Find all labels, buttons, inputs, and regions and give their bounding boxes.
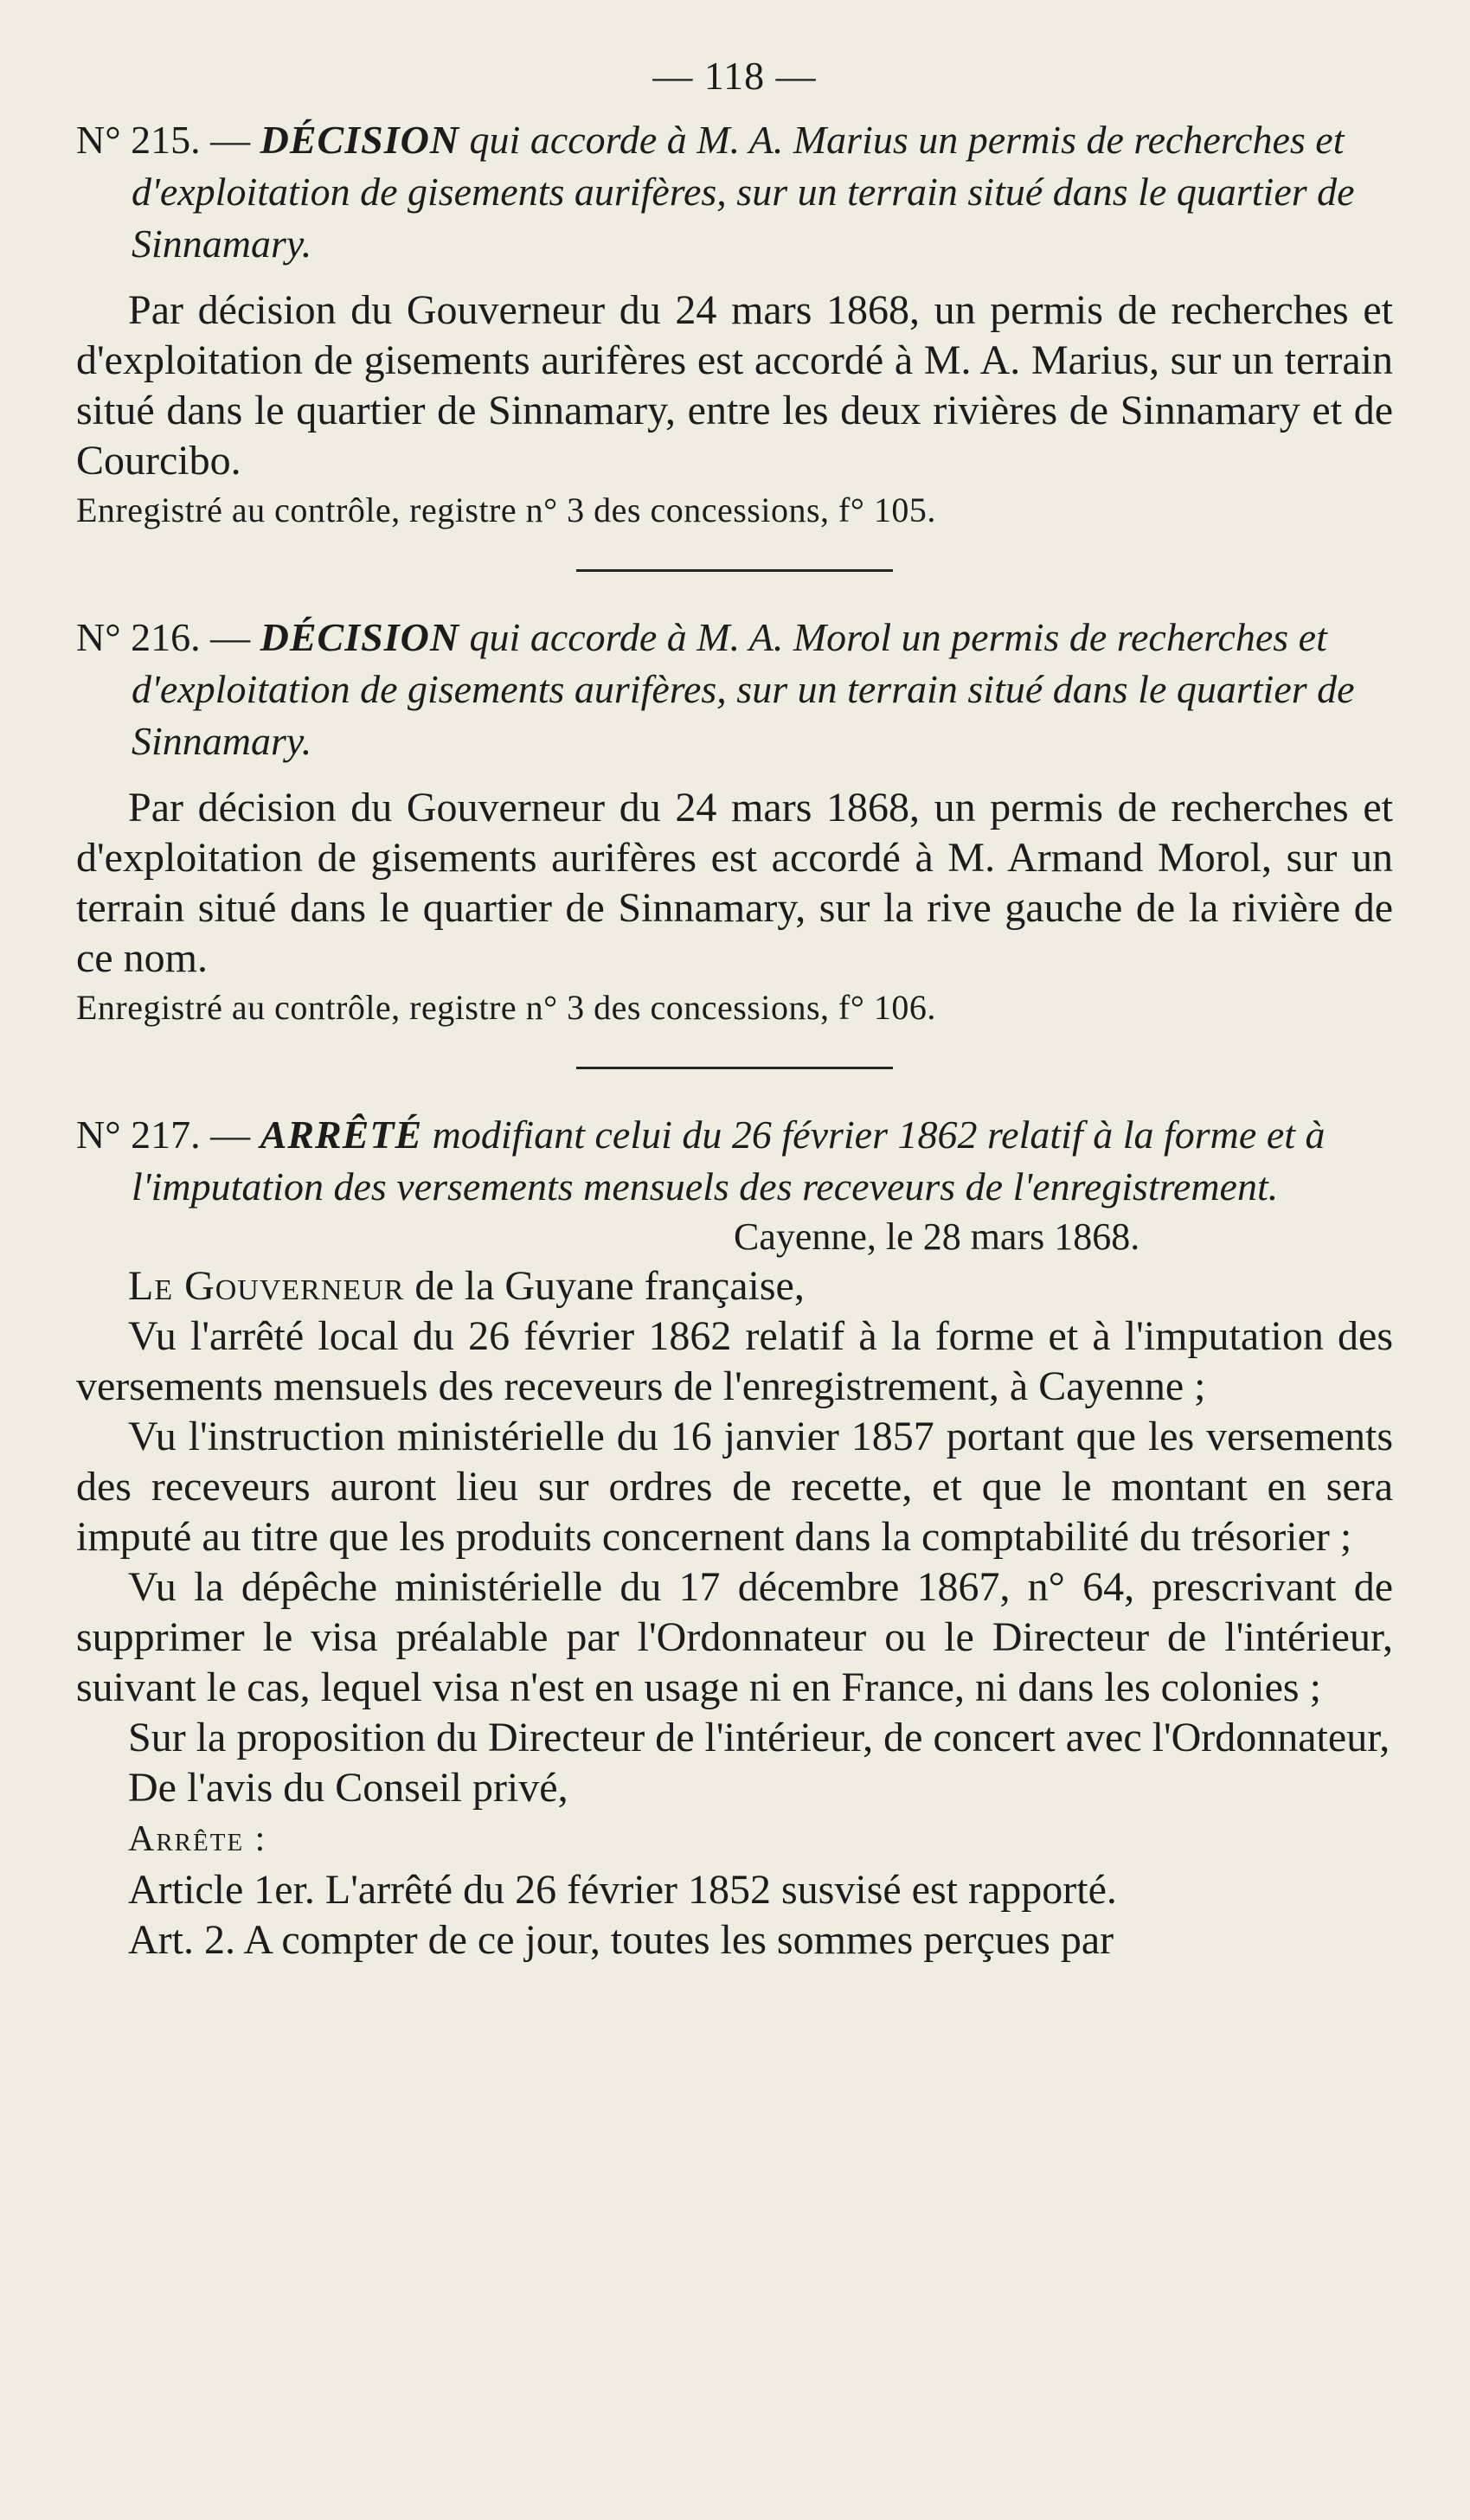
consideration: De l'avis du Conseil privé, [128, 1765, 568, 1811]
entry-title: qui accorde à M. A. Morol un permis de recherches et d'exploitation de gisements aurifères, sur un terrain situé dans le quartier de Sinnamary. [132, 615, 1355, 763]
entry-keyword: DÉCISION [260, 118, 460, 162]
entry-heading [76, 1109, 1393, 1213]
entry-number: N° 216. — [76, 615, 260, 659]
document-page [76, 50, 1393, 1965]
place-date: Cayenne, le 28 mars 1868. [734, 1215, 1140, 1258]
entry-body: Par décision du Gouverneur du 24 mars 1868, un permis de recherches et d'exploitation de gisements aurifères est accordé à M. Armand Morol, sur un terrain situé dans le quartier de Sinnamary, sur la rive gauche de la rivière de ce nom. [76, 785, 1393, 981]
entry-number: N° 215. — [76, 118, 260, 162]
consideration: Vu l'arrêté local du 26 février 1862 relatif à la forme et à l'imputation des versements mensuels des receveurs de l'enregistrement, à Cayenne ; [76, 1313, 1393, 1409]
entry-216 [76, 612, 1393, 1032]
governor-rest: de la Guyane française, [404, 1263, 805, 1309]
entry-heading [76, 612, 1393, 767]
article: Art. 2. A compter de ce jour, toutes les sommes perçues par [128, 1917, 1114, 1963]
entry-keyword: DÉCISION [260, 615, 460, 659]
section-divider [576, 1067, 893, 1069]
entry-heading [76, 114, 1393, 270]
page-number: — 118 — [652, 54, 817, 98]
entry-title: qui accorde à M. A. Marius un permis de recherches et d'exploitation de gisements aurifères, sur un terrain situé dans le quartier de Sinnamary. [132, 118, 1355, 266]
governor-title: Le Gouverneur [128, 1263, 405, 1309]
entry-body: Par décision du Gouverneur du 24 mars 1868, un permis de recherches et d'exploitation de gisements aurifères est accordé à M. A. Marius, sur un terrain situé dans le quartier de Sinnamary, entre les deux rivières de Sinnamary et de Courcibo. [76, 287, 1393, 484]
consideration: Vu la dépêche ministérielle du 17 décembre 1867, n° 64, prescrivant de supprimer le visa préalable par l'Ordonnateur ou le Directeur de l'intérieur, suivant le cas, lequel visa n'est en usage ni en France, ni dans les colonies ; [76, 1564, 1393, 1710]
article: Article 1er. L'arrêté du 26 février 1852 susvisé est rapporté. [128, 1867, 1117, 1913]
governor-line [76, 1261, 1393, 1311]
entry-title: modifiant celui du 26 février 1862 relatif à la forme et à l'imputation des versements mensuels des receveurs de l'enregistrement. [132, 1113, 1326, 1209]
entry-217 [76, 1109, 1393, 1965]
entry-number: N° 217. — [76, 1113, 260, 1157]
consideration: Sur la proposition du Directeur de l'intérieur, de concert avec l'Ordonnateur, [128, 1715, 1390, 1760]
registration-note: Enregistré au contrôle, registre n° 3 des concessions, f° 105. [76, 491, 936, 529]
entry-keyword: ARRÊTÉ [260, 1113, 423, 1157]
arrete-label: Arrête : [128, 1819, 267, 1859]
entry-215 [76, 114, 1393, 535]
consideration: Vu l'instruction ministérielle du 16 janvier 1857 portant que les versements des receveurs auront lieu sur ordres de recette, et que le montant en sera imputé au titre que les produits concernent dans la comptabilité du trésorier ; [76, 1414, 1393, 1560]
registration-note: Enregistré au contrôle, registre n° 3 des concessions, f° 106. [76, 988, 936, 1027]
section-divider [576, 569, 893, 572]
